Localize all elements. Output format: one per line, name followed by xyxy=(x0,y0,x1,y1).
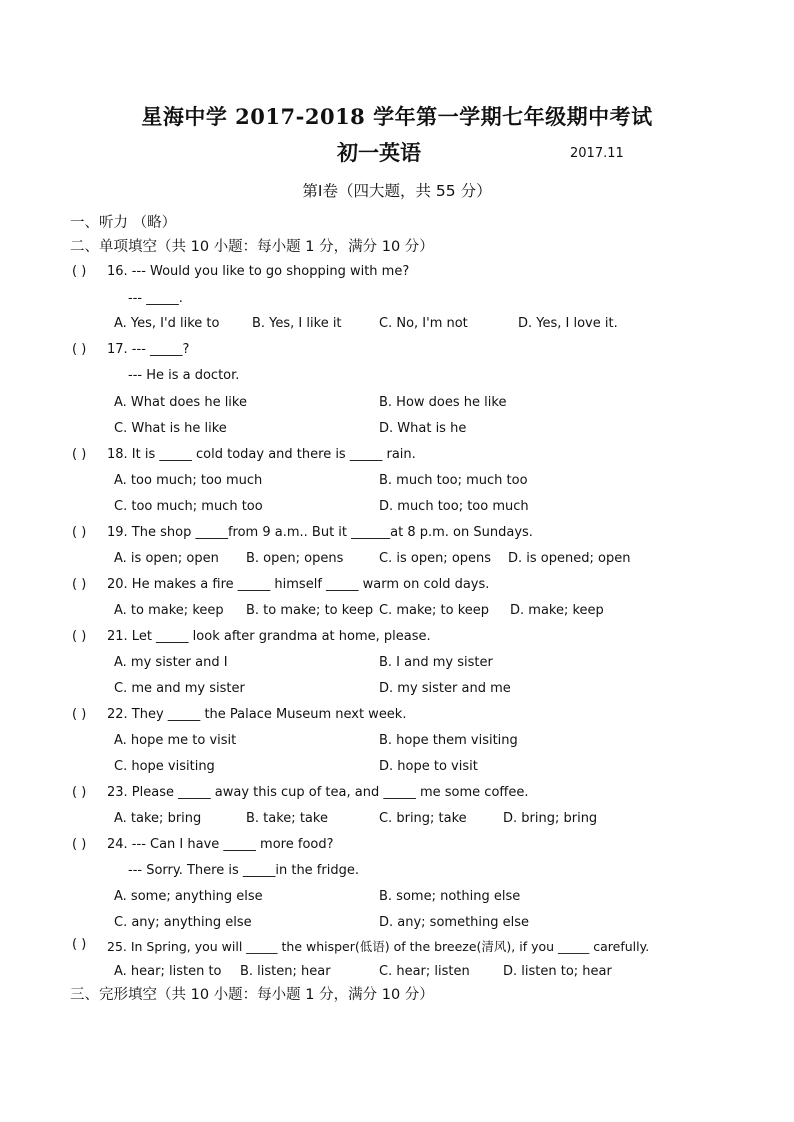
question-22-option-a: A. hope me to visit xyxy=(114,733,237,748)
question-21-option-a: A. my sister and I xyxy=(114,655,228,670)
answer-bracket[interactable]: ( ) xyxy=(72,837,87,852)
question-18-option-b: B. much too; much too xyxy=(379,473,528,488)
question-19-stem: 19. The shop _____from 9 a.m.. But it ______at 8 p.m. on Sundays. xyxy=(107,525,533,540)
question-22-option-d: D. hope to visit xyxy=(379,759,478,774)
question-20-option-c: C. make; to keep xyxy=(379,603,490,618)
question-23-stem: 23. Please _____ away this cup of tea, and _____ me some coffee. xyxy=(107,785,529,800)
answer-bracket[interactable]: ( ) xyxy=(72,342,87,357)
question-16-stem: 16. --- Would you like to go shopping with me? xyxy=(107,264,410,279)
question-17-option-c: C. What is he like xyxy=(114,421,227,436)
question-24-option-b: B. some; nothing else xyxy=(379,889,521,904)
question-16-option-b: B. Yes, I like it xyxy=(252,316,342,331)
answer-bracket[interactable]: ( ) xyxy=(72,447,87,462)
exam-date: 2017.11 xyxy=(570,146,624,161)
answer-bracket[interactable]: ( ) xyxy=(72,785,87,800)
section-cloze: 三、完形填空（共 10 小题：每小题 1 分，满分 10 分） xyxy=(70,987,434,1003)
question-21-option-d: D. my sister and me xyxy=(379,681,511,696)
question-17-option-a: A. What does he like xyxy=(114,395,247,410)
question-22-option-b: B. hope them visiting xyxy=(379,733,518,748)
exam-subtitle: 初一英语 xyxy=(337,140,421,165)
question-23-option-b: B. take; take xyxy=(246,811,328,826)
question-24-line2: --- Sorry. There is _____in the fridge. xyxy=(128,863,359,878)
question-18-option-d: D. much too; too much xyxy=(379,499,529,514)
question-25-option-c: C. hear; listen xyxy=(379,964,470,979)
question-22-stem: 22. They _____ the Palace Museum next week. xyxy=(107,707,407,722)
question-18-stem: 18. It is _____ cold today and there is _____ rain. xyxy=(107,447,416,462)
question-18-option-a: A. too much; too much xyxy=(114,473,263,488)
answer-bracket[interactable]: ( ) xyxy=(72,264,87,279)
answer-bracket[interactable]: ( ) xyxy=(72,937,87,952)
question-20-option-b: B. to make; to keep xyxy=(246,603,374,618)
answer-bracket[interactable]: ( ) xyxy=(72,629,87,644)
question-23-option-d: D. bring; bring xyxy=(503,811,598,826)
question-24-option-c: C. any; anything else xyxy=(114,915,252,930)
question-17-line2: --- He is a doctor. xyxy=(128,368,240,383)
question-24-stem: 24. --- Can I have _____ more food? xyxy=(107,837,334,852)
question-19-option-a: A. is open; open xyxy=(114,551,219,566)
question-20-option-d: D. make; keep xyxy=(510,603,604,618)
question-17-stem: 17. --- _____? xyxy=(107,342,190,357)
question-20-option-a: A. to make; keep xyxy=(114,603,224,618)
question-23-option-a: A. take; bring xyxy=(114,811,202,826)
question-21-option-b: B. I and my sister xyxy=(379,655,493,670)
question-19-option-b: B. open; opens xyxy=(246,551,344,566)
exam-title: 星海中学 2017-2018 学年第一学期七年级期中考试 xyxy=(141,104,653,129)
question-25-option-b: B. listen; hear xyxy=(240,964,331,979)
answer-bracket[interactable]: ( ) xyxy=(72,707,87,722)
question-25-option-a: A. hear; listen to xyxy=(114,964,222,979)
section-listening: 一、听力 （略） xyxy=(70,215,177,231)
part-heading: 第Ⅰ卷（四大题，共 55 分） xyxy=(302,182,492,200)
question-16-option-a: A. Yes, I'd like to xyxy=(114,316,220,331)
question-25-stem: 25. In Spring, you will _____ the whisper(低语) of the breeze(清风), if you _____ carefully. xyxy=(107,939,650,954)
question-19-option-d: D. is opened; open xyxy=(508,551,631,566)
question-18-option-c: C. too much; much too xyxy=(114,499,263,514)
question-17-option-b: B. How does he like xyxy=(379,395,507,410)
question-16-option-d: D. Yes, I love it. xyxy=(518,316,618,331)
section-single-choice: 二、单项填空（共 10 小题：每小题 1 分，满分 10 分） xyxy=(70,239,434,255)
question-24-option-a: A. some; anything else xyxy=(114,889,263,904)
question-21-stem: 21. Let _____ look after grandma at home, please. xyxy=(107,629,431,644)
question-21-option-c: C. me and my sister xyxy=(114,681,245,696)
question-19-option-c: C. is open; opens xyxy=(379,551,492,566)
answer-bracket[interactable]: ( ) xyxy=(72,577,87,592)
question-22-option-c: C. hope visiting xyxy=(114,759,215,774)
question-16-line2: --- _____. xyxy=(128,291,183,306)
question-16-option-c: C. No, I'm not xyxy=(379,316,468,331)
question-23-option-c: C. bring; take xyxy=(379,811,467,826)
question-25-option-d: D. listen to; hear xyxy=(503,964,612,979)
question-20-stem: 20. He makes a fire _____ himself _____ warm on cold days. xyxy=(107,577,490,592)
question-17-option-d: D. What is he xyxy=(379,421,467,436)
question-24-option-d: D. any; something else xyxy=(379,915,530,930)
answer-bracket[interactable]: ( ) xyxy=(72,525,87,540)
